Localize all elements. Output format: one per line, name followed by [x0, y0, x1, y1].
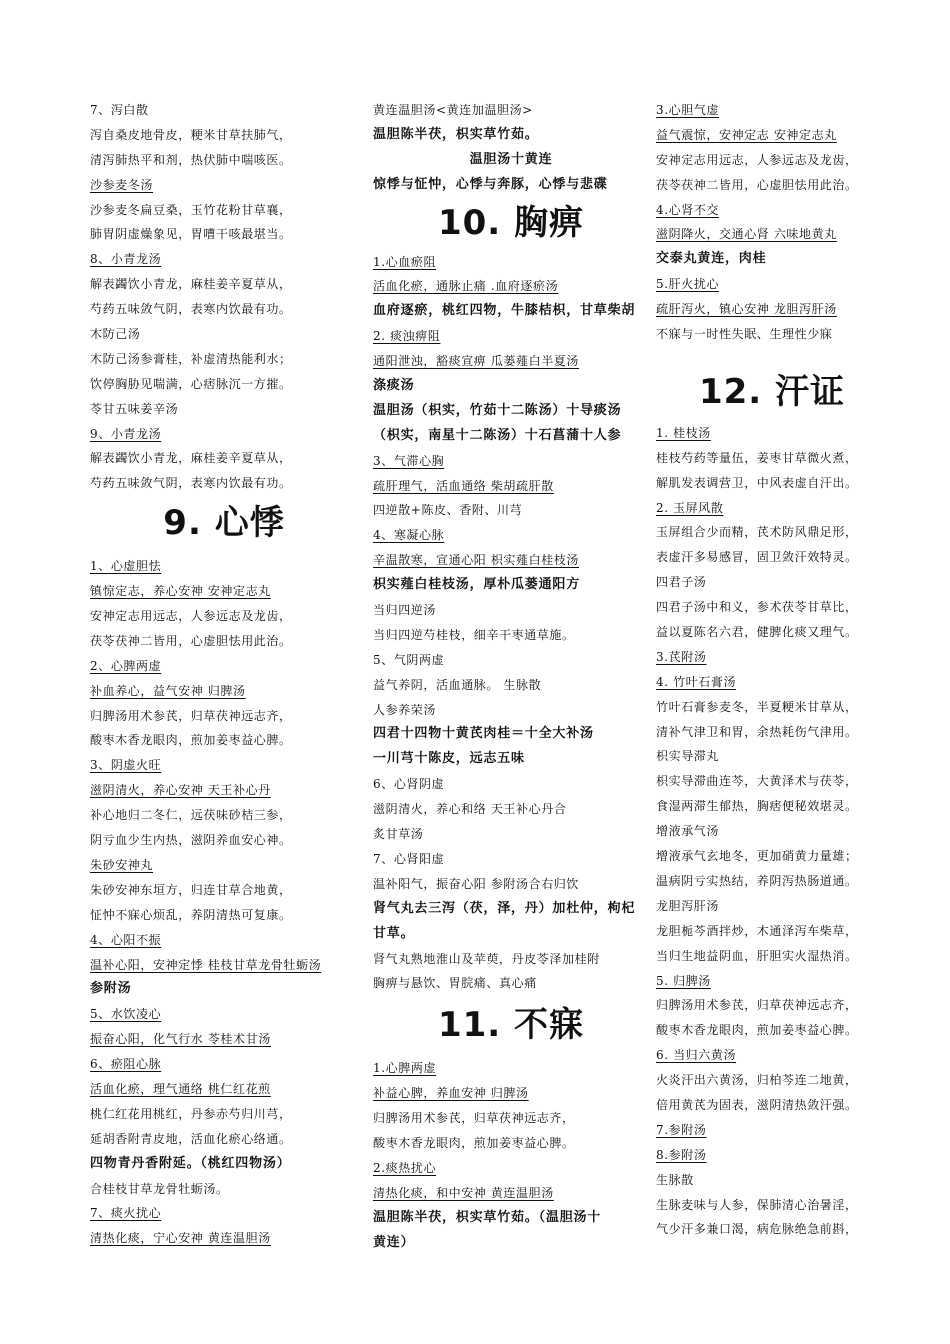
treatment-principle: 滋阴降火，交通心肾 六味地黄丸	[656, 227, 837, 242]
column-1	[90, 98, 358, 1251]
mnemonic-line: 温胆陈半茯，枳实草竹茹。	[373, 126, 539, 142]
section-title: 8、小青龙汤	[90, 252, 162, 267]
treatment-principle: 辛温散寒，宣通心阳 枳实薤白桂枝汤	[373, 553, 580, 568]
formula-title: 1. 桂枝汤	[656, 425, 711, 440]
treatment-principle: 活血化瘀，理气通络 桃仁红花煎	[90, 1081, 271, 1096]
formula-title: 增液承气汤	[656, 824, 720, 839]
treatment-principle: 补益心脾，养血安神 归脾汤	[373, 1086, 529, 1101]
mnemonic-line: 温胆陈半茯，枳实草竹茹。（温胆汤十	[373, 1209, 602, 1225]
verse-line: 酸枣木香龙眼肉，煎加姜枣益心脾。	[373, 1135, 575, 1150]
verse-line: 酸枣木香龙眼肉，煎加姜枣益心脾。	[90, 733, 292, 748]
formula-title: 4. 竹叶石膏汤	[656, 674, 737, 689]
mnemonic-line: 温胆汤（枳实，竹茹十二陈汤）十导痰汤	[373, 402, 622, 418]
verse-line: 龙胆栀芩酒拌炒，木通泽泻车柴草，	[656, 923, 858, 938]
verse-line: 归脾汤用术参芪，归草茯神远志齐，	[656, 998, 858, 1013]
formula-title: 2. 玉屏风散	[656, 500, 724, 515]
comparison-line: 胸痹与悬饮、胃脘痛、真心痛	[373, 976, 537, 991]
subsection-title: 7、心肾阳虚	[373, 851, 445, 866]
treatment-principle: 滋阴清火，养心和络 天王补心丹合	[373, 802, 567, 817]
formula-title: 苓甘五味姜辛汤	[90, 401, 179, 416]
subsection-title: 6、心肾阴虚	[373, 777, 445, 792]
column-3	[656, 98, 888, 1242]
subsection-title: 3、阴虚火旺	[90, 758, 162, 773]
subsection-title: 2.痰热扰心	[373, 1160, 437, 1175]
formula-title: 人参养荣汤	[373, 702, 437, 717]
treatment-principle: 疏肝理气，活血通络 柴胡疏肝散	[373, 478, 554, 493]
subsection-title: 5、气阴两虚	[373, 652, 445, 667]
note-line: 四逆散+陈皮、香附、川芎	[373, 503, 523, 518]
verse-line: 益以夏陈名六君，健脾化痰又理气。	[656, 625, 858, 640]
subsection-title: 4.心肾不交	[656, 202, 720, 217]
verse-line: 清补气津卫和胃，余热耗伤气津用。	[656, 724, 858, 739]
formula-title: 7.参附汤	[656, 1122, 707, 1137]
formula-title: 当归四逆汤	[373, 603, 437, 618]
verse-line: 玉屏组合少而精，芪术防风鼎足形，	[656, 525, 858, 540]
verse-line: 朱砂安神东垣方，归连甘草合地黄，	[90, 882, 292, 897]
subsection-title: 4、心阳不振	[90, 932, 162, 947]
section-title: 7、泻白散	[90, 103, 149, 117]
formula-title: 黄连温胆汤<黄连加温胆汤>	[373, 103, 533, 117]
verse-line: 芍药五味敛气阴，表寒内饮最有功。	[90, 476, 292, 491]
treatment-principle: 补血养心，益气安神 归脾汤	[90, 683, 246, 698]
column-2	[373, 98, 649, 1255]
treatment-principle: 通阳泄浊，豁痰宣痹 瓜蒌薤白半夏汤	[373, 354, 580, 369]
verse-line: 四君子汤中和义，参术茯苓甘草比，	[656, 600, 858, 615]
subsection-title: 1、心虚胆怯	[90, 559, 162, 574]
verse-line: 桂枝芍药等量伍，姜枣甘草微火煮，	[656, 450, 858, 465]
treatment-principle: 益气震惊，安神定志 安神定志丸	[656, 127, 837, 142]
mnemonic-line: 一川芎十陈皮，远志五味	[373, 751, 525, 767]
formula-title: 四君子汤	[656, 575, 707, 590]
verse-line: 安神定志用远志，人参远志及龙齿，	[90, 609, 292, 624]
verse-line: 清泻肺热平和剂，热伏肺中喘咳医。	[90, 152, 292, 167]
verse-line: 解表蠲饮小青龙，麻桂姜辛夏草从，	[90, 277, 292, 292]
subsection-title: 3.心胆气虚	[656, 103, 720, 117]
verse-line: 温病阴亏实热结，养阴泻热肠道通。	[656, 873, 858, 888]
formula-title: 龙胆泻肝汤	[656, 898, 720, 913]
formula-title: 枳实导滞丸	[656, 749, 720, 764]
subsection-title: 7、痰火扰心	[90, 1206, 162, 1221]
mnemonic-line: 交泰丸黄连，肉桂	[656, 251, 767, 267]
verse-line: 茯苓茯神二皆用，心虚胆怯用此治。	[90, 633, 292, 648]
verse-line: 芍药五味敛气阴，表寒内饮最有功。	[90, 302, 292, 317]
verse-line: 酸枣木香龙眼肉，煎加姜枣益心脾。	[656, 1023, 858, 1038]
treatment-principle: 镇惊定志，养心安神 安神定志丸	[90, 584, 271, 599]
subsection-title: 6、瘀阻心脉	[90, 1057, 162, 1072]
formula-title: 木防己汤	[90, 327, 141, 342]
verse-line: 枳实导滞曲连芩，大黄泽术与茯苓，	[656, 774, 858, 789]
subsection-title: 3、气滞心胸	[373, 453, 445, 468]
verse-line: 当归四逆芍桂枝，细辛干枣通草施。	[373, 627, 575, 642]
verse-line: 气少汗多兼口渴，病危脉绝急前斟，	[656, 1222, 858, 1237]
mnemonic-line: 枳实薤白桂枝汤，厚朴瓜蒌通阳方	[373, 577, 581, 593]
mnemonic-line: 四君十四物十黄芪肉桂＝十全大补汤	[373, 726, 594, 742]
verse-line: 桃仁红花用桃红，丹参赤芍归川芎，	[90, 1106, 292, 1121]
verse-line: 食湿两滞生郁热，胸痞便秘效堪灵。	[656, 799, 858, 814]
verse-line: 饮停胸胁见喘满，心痞脉沉一方摧。	[90, 376, 292, 391]
treatment-principle: 温补阳气，振奋心阳 参附汤合右归饮	[373, 876, 580, 891]
mnemonic-line: （枳实，南星十二陈汤）十石菖蒲十人参	[373, 427, 622, 443]
subsection-title: 2. 痰浊痹阻	[373, 329, 441, 344]
treatment-principle: 滋阴清火，养心安神 天王补心丹	[90, 783, 271, 798]
formula-title: 参附汤	[90, 981, 132, 997]
verse-line: 解表蠲饮小青龙，麻桂姜辛夏草从，	[90, 451, 292, 466]
formula-title: 8.参附汤	[656, 1147, 707, 1162]
mnemonic-line: 血府逐瘀，桃红四物，牛膝桔枳，甘草柴胡	[373, 303, 636, 319]
treatment-principle: 振奋心阳，化气行水 苓桂术甘汤	[90, 1032, 271, 1047]
verse-line: 木防己汤参膏桂，补虚清热能利水；	[90, 351, 292, 366]
verse-line: 怔忡不寐心烦乱，养阴清热可复康。	[90, 907, 292, 922]
comparison-line: 不寐与一时性失眠、生理性少寐	[656, 327, 833, 342]
treatment-principle: 活血化瘀，通脉止痛 .血府逐瘀汤	[373, 279, 559, 294]
section-title: 9、小青龙汤	[90, 426, 162, 441]
verse-line: 归脾汤用术参芪，归草茯神远志齐，	[90, 708, 292, 723]
mnemonic-line: 四物青丹香附延。（桃红四物汤）	[90, 1155, 291, 1171]
verse-line: 补心地归二冬仁，远茯味砂桔三参，	[90, 808, 292, 823]
subsection-title: 5、水饮凌心	[90, 1007, 162, 1022]
verse-line: 泻自桑皮地骨皮，粳米甘草扶肺气，	[90, 127, 292, 142]
formula-title: 沙参麦冬汤	[90, 177, 154, 192]
verse-line: 延胡香附青皮地，活血化瘀心络通。	[90, 1131, 292, 1146]
verse-line: 沙参麦冬扁豆桑，玉竹花粉甘草襄，	[90, 202, 292, 217]
note-line: 合桂枝甘草龙骨牡蛎汤。	[90, 1181, 229, 1196]
verse-line: 增液承气玄地冬，更加硝黄力量雄；	[656, 849, 858, 864]
formula-title: 生脉散	[656, 1172, 694, 1187]
verse-line: 倍用黄芪为固表，滋阴清热敛汗强。	[656, 1097, 858, 1112]
formula-title: 涤痰汤	[373, 378, 415, 394]
formula-title: 朱砂安神丸	[90, 857, 154, 872]
formula-title: 5. 归脾汤	[656, 973, 711, 988]
mnemonic-line: 温胆汤十黄连	[469, 151, 553, 167]
treatment-principle: 益气养阴，活血通脉。 生脉散	[373, 677, 542, 692]
mnemonic-line: 肾气丸去三泻（茯，泽，丹）加杜仲，枸杞	[373, 900, 636, 916]
verse-line: 解肌发表调营卫，中风表虚自汗出。	[656, 475, 858, 490]
verse-line: 生脉麦味与人参，保肺清心治暑淫，	[656, 1197, 858, 1212]
verse-line: 竹叶石膏参麦冬，半夏粳米甘草从，	[656, 699, 858, 714]
mnemonic-line: 黄连）	[373, 1234, 415, 1250]
treatment-principle: 疏肝泻火，镇心安神 龙胆泻肝汤	[656, 302, 837, 317]
chapter-heading: 12. 汗证	[698, 371, 846, 412]
formula-title: 炙甘草汤	[373, 827, 424, 842]
chapter-heading: 10. 胸痹	[437, 202, 585, 243]
verse-line: 当归生地益阴血，肝胆实火湿热消。	[656, 948, 858, 963]
treatment-principle: 清热化痰，和中安神 黄连温胆汤	[373, 1185, 554, 1200]
verse-line: 肾气丸熟地淮山及苹萸，丹皮苓泽加桂附	[373, 951, 600, 966]
verse-line: 表虚汗多易感冒，固卫敛汗效特灵。	[656, 550, 858, 565]
chapter-heading: 9. 心悸	[163, 503, 285, 544]
verse-line: 肺胃阴虚燥象见，胃嘈干咳最堪当。	[90, 227, 292, 242]
subsection-title: 2、心脾两虚	[90, 658, 162, 673]
subsection-title: 4、寒凝心脉	[373, 528, 445, 543]
chapter-heading: 11. 不寐	[437, 1005, 585, 1046]
verse-line: 安神定志用远志，人参远志及龙齿，	[656, 152, 858, 167]
verse-line: 归脾汤用术参芪，归草茯神远志齐，	[373, 1111, 575, 1126]
treatment-principle: 温补心阳，安神定悸 桂枝甘草龙骨牡蛎汤	[90, 957, 322, 972]
formula-title: 6. 当归六黄汤	[656, 1048, 737, 1063]
verse-line: 茯苓茯神二皆用，心虚胆怯用此治。	[656, 177, 858, 192]
subsection-title: 5.肝火扰心	[656, 277, 720, 292]
mnemonic-line: 甘草。	[373, 925, 415, 941]
treatment-principle: 清热化痰，宁心安神 黄连温胆汤	[90, 1231, 271, 1246]
verse-line: 阴亏血少生内热，滋阴养血安心神。	[90, 833, 292, 848]
subsection-title: 1.心脾两虚	[373, 1061, 437, 1076]
verse-line: 火炎汗出六黄汤，归柏芩连二地黄，	[656, 1073, 858, 1088]
comparison-line: 惊悸与怔忡，心悸与奔豚，心悸与悲碟	[373, 176, 608, 192]
subsection-title: 1.心血瘀阻	[373, 254, 437, 269]
formula-title: 3.芪附汤	[656, 649, 707, 664]
